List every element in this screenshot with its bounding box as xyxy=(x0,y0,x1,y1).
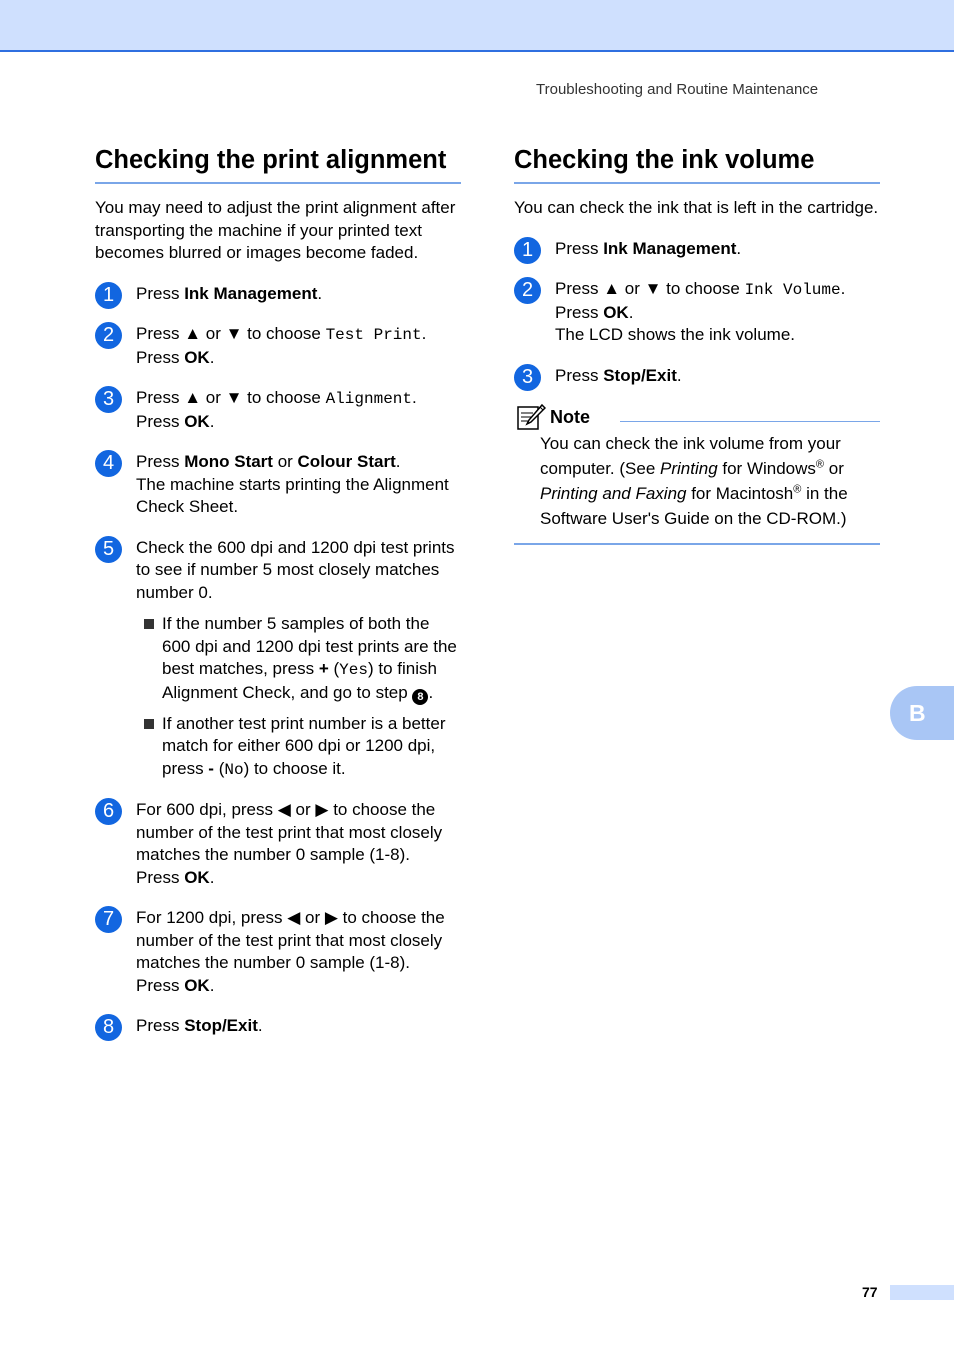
step-3 xyxy=(95,387,461,433)
step-text: Press xyxy=(555,279,604,298)
doc-reference: Printing xyxy=(660,459,718,478)
step-text: . xyxy=(736,238,742,258)
step-4 xyxy=(95,451,461,519)
page-number: 77 xyxy=(862,1284,878,1300)
step-number-badge: 1 xyxy=(95,282,122,309)
step-text: or xyxy=(201,388,226,407)
step-text: . xyxy=(209,867,215,887)
key-name: Stop/Exit xyxy=(603,365,677,385)
step-text: Press xyxy=(136,411,185,431)
running-header: Troubleshooting and Routine Maintenance xyxy=(536,81,819,98)
lcd-menu-text: Alignment xyxy=(325,390,412,408)
section-title-print-alignment: Checking the print alignment xyxy=(95,143,461,184)
step-text: Press xyxy=(136,867,185,887)
side-tab-label: B xyxy=(909,700,926,726)
left-arrow-icon: ◀ xyxy=(287,908,301,927)
lcd-menu-text: No xyxy=(224,760,244,779)
step-text: or xyxy=(620,279,645,298)
key-name: Ink Management xyxy=(184,283,318,303)
step-number-badge: 6 xyxy=(95,798,122,825)
step-text: . xyxy=(257,1016,263,1035)
bullet-text: ( xyxy=(328,659,340,678)
left-column xyxy=(95,143,461,1038)
bullet-text: If the number 5 samples of both the 600 dpi and 1200 dpi test prints are the best matches, press xyxy=(162,614,457,678)
step-text: . xyxy=(209,347,215,367)
bullet-text: ( xyxy=(213,758,225,778)
step-text: Check the 600 dpi and 1200 dpi test prints to see if number 5 most closely matches number 0. xyxy=(136,537,455,602)
step-1 xyxy=(514,238,880,261)
note-text: in the Software User's Guide on the CD-ROM.) xyxy=(540,484,848,528)
step-text: . xyxy=(209,975,215,995)
key-name: Mono Start xyxy=(184,452,273,471)
bullet-item xyxy=(136,713,461,782)
key-name: OK xyxy=(184,411,210,431)
step-text: or xyxy=(290,800,316,819)
bullet-text: If another test print number is a better match for either 600 dpi or 1200 dpi, press xyxy=(162,713,446,778)
step-text: to choose xyxy=(661,279,745,298)
down-arrow-icon: ▼ xyxy=(225,388,243,407)
square-bullet-icon xyxy=(144,619,154,629)
lcd-menu-text: Ink Volume xyxy=(744,281,841,299)
step-number-badge: 5 xyxy=(95,536,122,563)
step-5 xyxy=(95,537,461,782)
note-text: or xyxy=(824,459,844,478)
key-name: - xyxy=(208,758,214,778)
down-arrow-icon: ▼ xyxy=(225,324,243,343)
step-number-badge: 1 xyxy=(514,237,541,264)
step-reference-badge: 8 xyxy=(412,689,428,705)
key-name: Colour Start xyxy=(297,452,396,471)
step-text: For 1200 dpi, press xyxy=(136,908,288,927)
note-label: Note xyxy=(550,407,590,427)
step-text: . xyxy=(628,302,634,322)
note-pencil-icon xyxy=(516,403,546,431)
step-text: . xyxy=(395,452,401,471)
step-number-badge: 7 xyxy=(95,906,122,933)
step-number-badge: 4 xyxy=(95,450,122,477)
step-number-badge: 2 xyxy=(95,322,122,349)
key-name: Ink Management xyxy=(603,238,737,258)
step-text: . xyxy=(317,283,323,303)
step-text: The machine starts printing the Alignment Check Sheet. xyxy=(136,474,449,516)
step-6 xyxy=(95,799,461,889)
step-text: Press xyxy=(136,283,185,303)
step-2 xyxy=(514,278,880,347)
step-text: to choose xyxy=(242,388,326,407)
intro-paragraph: You can check the ink that is left in the cartridge. xyxy=(514,198,879,217)
step-text: Press xyxy=(555,365,604,385)
right-arrow-icon: ▶ xyxy=(315,800,329,819)
up-arrow-icon: ▲ xyxy=(184,324,202,343)
footer-color-band xyxy=(890,1285,954,1300)
step-8 xyxy=(95,1015,461,1038)
note-text: for Macintosh xyxy=(686,484,794,503)
note-header xyxy=(514,403,880,431)
bullet-text: ) to choose it. xyxy=(243,758,346,778)
right-arrow-icon: ▶ xyxy=(324,908,338,927)
key-name: OK xyxy=(603,302,629,322)
left-arrow-icon: ◀ xyxy=(277,800,291,819)
step-3 xyxy=(514,365,880,388)
registered-mark: ® xyxy=(815,458,825,471)
doc-reference: Printing and Faxing xyxy=(540,484,687,503)
step-text: to choose the number of the test print that most closely matches the number 0 sample (1-8). xyxy=(136,800,443,864)
registered-mark: ® xyxy=(793,483,802,496)
note-text: You can check the ink volume from your computer. (See xyxy=(540,434,841,478)
step-1 xyxy=(95,283,461,306)
step-2 xyxy=(95,323,461,369)
key-name: Stop/Exit xyxy=(184,1016,258,1035)
step-text: . xyxy=(676,365,682,385)
note-divider xyxy=(620,421,880,422)
bullet-item xyxy=(136,613,461,705)
step-text: Press xyxy=(555,302,604,322)
up-arrow-icon: ▲ xyxy=(603,279,621,298)
key-name: OK xyxy=(184,867,210,887)
step-number-badge: 3 xyxy=(514,364,541,391)
step-7 xyxy=(95,907,461,997)
step-number-badge: 3 xyxy=(95,386,122,413)
step-text: Press xyxy=(136,324,185,343)
step-text: . xyxy=(840,279,846,298)
step-number-badge: 8 xyxy=(95,1014,122,1041)
bullet-text: ) to finish Alignment Check, and go to step xyxy=(162,659,437,702)
up-arrow-icon: ▲ xyxy=(184,388,202,407)
note-text: for Windows xyxy=(717,459,816,478)
appendix-side-tab xyxy=(890,686,954,740)
intro-paragraph: You may need to adjust the print alignment after transporting the machine if your printed text becomes blurred or images become faded. xyxy=(95,198,456,262)
top-color-band xyxy=(0,0,954,52)
step-text: Press xyxy=(136,347,185,367)
section-title-ink-volume: Checking the ink volume xyxy=(514,143,880,184)
step-text: For 600 dpi, press xyxy=(136,800,278,819)
step-number-badge: 2 xyxy=(514,277,541,304)
lcd-menu-text: Yes xyxy=(339,661,368,679)
step-text: Press xyxy=(136,975,185,995)
step-text: Press xyxy=(555,238,604,258)
key-name: OK xyxy=(184,975,210,995)
key-name: + xyxy=(318,659,329,678)
note-body xyxy=(514,431,880,545)
lcd-menu-text: Test Print xyxy=(325,326,422,344)
step-text: or xyxy=(300,908,325,927)
step-text: or xyxy=(201,324,226,343)
step-text: Press xyxy=(136,452,185,471)
step-text: . xyxy=(209,411,215,431)
step-text: Press xyxy=(136,388,185,407)
bullet-text: . xyxy=(428,682,434,702)
step-text: . xyxy=(421,324,427,343)
note-box xyxy=(514,403,880,545)
step-text: The LCD shows the ink volume. xyxy=(555,325,795,344)
step-text: to choose the number of the test print that most closely matches the number 0 sample (1-8). xyxy=(136,908,445,972)
down-arrow-icon: ▼ xyxy=(644,279,662,298)
step-text: to choose xyxy=(242,324,326,343)
square-bullet-icon xyxy=(144,719,154,729)
step-text: Press xyxy=(136,1016,185,1035)
step-text: . xyxy=(412,388,417,407)
right-column xyxy=(514,143,880,545)
step-text: or xyxy=(272,452,298,471)
key-name: OK xyxy=(184,347,210,367)
